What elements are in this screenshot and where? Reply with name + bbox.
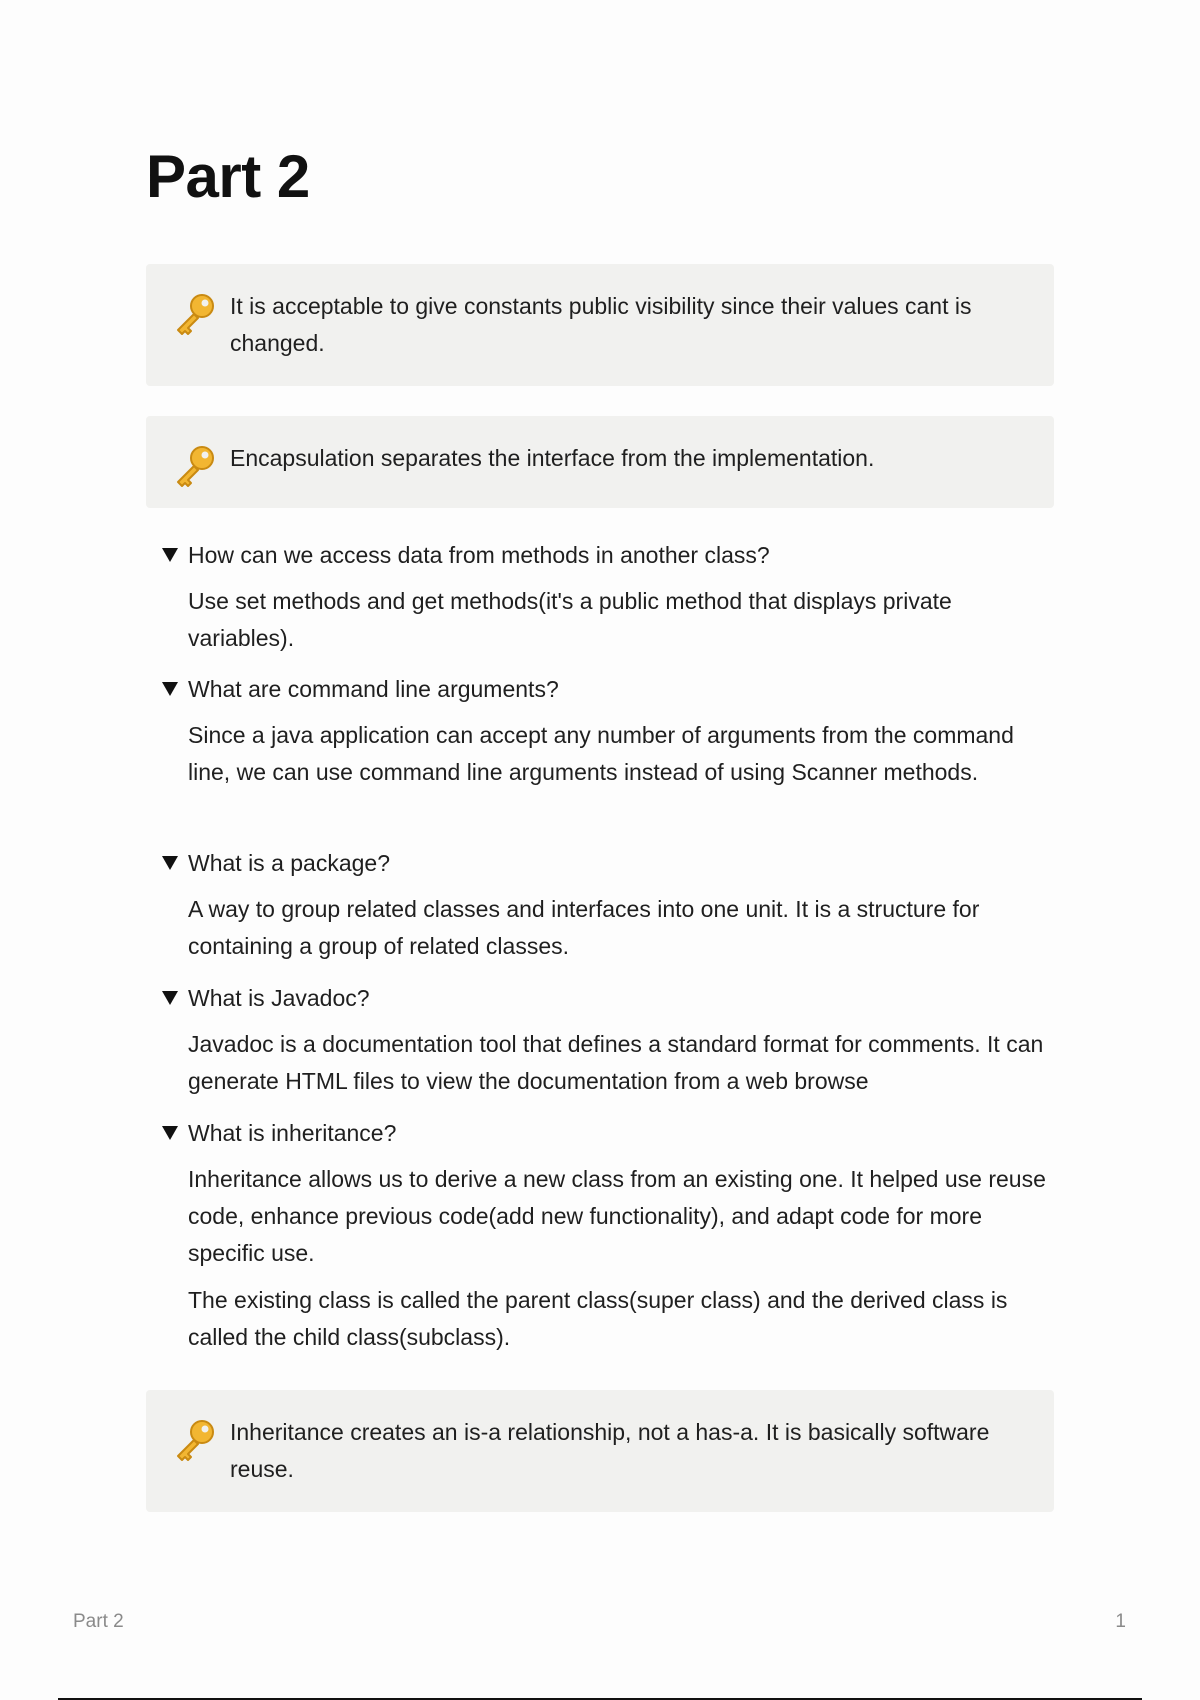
toggle-inheritance [160,1115,1060,1356]
callout-encapsulation [146,416,1054,508]
callout-inheritance-is-a [146,1390,1054,1512]
callout-text: Inheritance creates an is-a relationship, not a has-a. It is basically software reuse. [230,1419,990,1482]
toggle-answer: Since a java application can accept any number of arguments from the command line, we can use command line arguments instead of using Scanner methods. [188,722,1014,785]
toggle-question: How can we access data from methods in another class? [188,542,770,568]
toggle-question: What are command line arguments? [188,676,559,702]
callout-text: Encapsulation separates the interface from the implementation. [230,445,875,471]
toggle-triangle-icon[interactable] [162,682,178,696]
key-icon [170,290,220,340]
page-title: Part 2 [146,143,310,210]
toggle-triangle-icon[interactable] [162,856,178,870]
toggle-access-data [160,537,1060,657]
toggle-answer: Use set methods and get methods(it's a public method that displays private variables). [188,588,952,651]
toggle-triangle-icon[interactable] [162,548,178,562]
toggle-header[interactable] [160,1115,1060,1151]
toggle-answer: Javadoc is a documentation tool that defines a standard format for comments. It can generate HTML files to view the documentation from a web browse [188,1031,1044,1094]
toggle-command-line [160,671,1060,791]
toggle-question: What is Javadoc? [188,985,370,1011]
callout-text: It is acceptable to give constants public visibility since their values cant is changed. [230,293,972,356]
toggle-header[interactable] [160,671,1060,707]
toggle-question: What is inheritance? [188,1120,397,1146]
toggle-answer: A way to group related classes and interfaces into one unit. It is a structure for containing a group of related classes. [188,896,980,959]
callout-constants-visibility [146,264,1054,386]
key-icon [170,1416,220,1466]
toggle-header[interactable] [160,537,1060,573]
toggle-package [160,845,1060,965]
toggle-header[interactable] [160,980,1060,1016]
toggle-answer: Inheritance allows us to derive a new class from an existing one. It helped use reuse code, enhance previous code(add new functionality), and adapt code for more specific use. [188,1166,1046,1266]
footer-page-number: 1 [1115,1611,1126,1632]
toggle-triangle-icon[interactable] [162,1126,178,1140]
footer-page-title: Part 2 [73,1611,124,1632]
key-icon [170,442,220,492]
toggle-header[interactable] [160,845,1060,881]
toggle-javadoc [160,980,1060,1100]
toggle-triangle-icon[interactable] [162,991,178,1005]
toggle-question: What is a package? [188,850,391,876]
toggle-answer: The existing class is called the parent class(super class) and the derived class is called the child class(subclass). [188,1287,1008,1350]
